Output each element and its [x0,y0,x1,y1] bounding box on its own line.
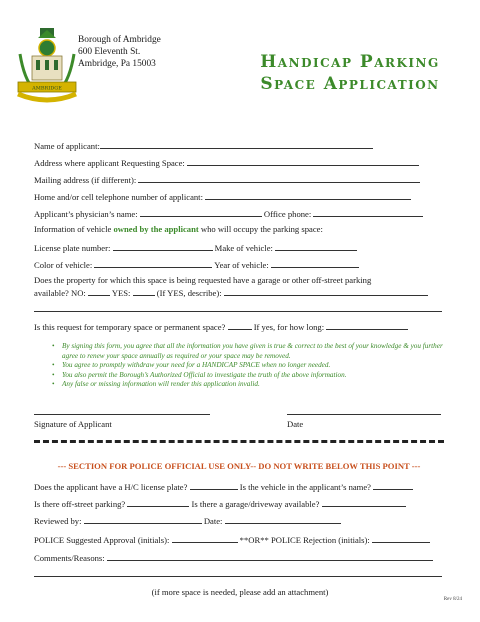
vehicle-name-field[interactable] [373,480,413,490]
how-long-field[interactable] [326,320,408,330]
offstreet-field[interactable] [127,497,189,507]
title-line-1: Handicap Parking [260,52,440,72]
terms-list [52,342,452,390]
year-field[interactable] [271,258,359,268]
yes-label: YES: [111,288,131,298]
available-label: available? [34,288,69,298]
plate-field[interactable] [113,241,213,251]
request-address-label: Address where applicant Requesting Space: [34,158,185,168]
describe-label: (If YES, describe): [156,288,222,298]
make-label: Make of vehicle: [214,243,273,253]
approval-label: POLICE Suggested Approval (initials): [34,535,170,545]
garage-driveway-field[interactable] [322,497,406,507]
office-phone-field[interactable] [313,207,423,217]
plate-make-row [34,241,357,254]
temporary-permanent-label: Is this request for temporary space or permanent space? [34,322,226,332]
vehicle-info-owned: owned by the applicant [113,224,199,234]
applicant-name-field[interactable] [100,139,373,149]
comments-label: Comments/Reasons: [34,553,105,563]
garage-question-line-2 [34,286,428,299]
revision-label: Rev 8/24 [443,597,462,602]
physician-field[interactable] [140,207,262,217]
request-address-row [34,156,419,169]
review-date-label: Date: [203,516,223,526]
no-field[interactable] [88,286,110,296]
borough-address [78,34,161,70]
rejection-label: POLICE Rejection (initials): [270,535,370,545]
police-plate-row [34,480,413,493]
vehicle-info-pre: Information of vehicle [34,224,112,234]
phone-label: Home and/or cell telephone number of applicant: [34,192,203,202]
svg-text:AMBRIDGE: AMBRIDGE [32,85,62,92]
mailing-address-field[interactable] [138,173,420,183]
garage-driveway-label: Is there a garage/driveway available? [191,499,320,509]
applicant-name-row [34,139,373,152]
or-label: **OR** [239,535,269,545]
yes-field[interactable] [133,286,155,296]
form-title [232,51,468,95]
police-decision-row [34,533,430,546]
mailing-address-label: Mailing address (if different): [34,175,137,185]
terms-item: • You also permit the Borough’s Authorized Official to investigate the truth of the above information. [52,370,347,379]
address-line-3: Ambridge, Pa 15003 [78,59,156,69]
hc-plate-label: Does the applicant have a H/C license plate? [34,482,188,492]
reviewed-by-field[interactable] [84,514,202,524]
how-long-label: If yes, for how long: [253,322,325,332]
bullet-icon: • [52,361,55,370]
physician-row [34,207,423,220]
office-phone-label: Office phone: [263,209,312,219]
garage-question-text: Does the property for which this space is being requested have a garage or other off-street parking [34,275,372,285]
date-line[interactable] [287,414,441,415]
year-label: Year of vehicle: [214,260,269,270]
hc-plate-field[interactable] [190,480,238,490]
describe-field[interactable] [224,286,428,296]
offstreet-label: Is there off-street parking? [34,499,126,509]
terms-item: • By signing this form, you agree that all the information you have given is true & correct to the best of your knowledge & you further agree to renew your space annually as required or your space may be removed. [52,342,443,360]
request-address-field[interactable] [187,156,419,166]
comments-continuation-line[interactable] [34,576,442,577]
title-line-2: Space Application [260,74,440,94]
color-label: Color of vehicle: [34,260,93,270]
terms-item: • Any false or missing information will render this application invalid. [52,380,260,389]
bullet-icon: • [52,342,55,350]
approval-field[interactable] [172,533,238,543]
color-field[interactable] [94,258,212,268]
police-reviewed-row [34,514,341,527]
signature-date-label: Date [287,419,304,429]
vehicle-name-label: Is the vehicle in the applicant’s name? [239,482,371,492]
rejection-field[interactable] [372,533,430,543]
cut-divider [34,440,444,443]
terms-item: • You agree to promptly withdraw your need for a HANDICAP SPACE when no longer needed. [52,361,331,370]
no-label: NO: [71,288,86,298]
physician-label: Applicant’s physician’s name: [34,209,138,219]
bullet-icon: • [52,380,55,389]
police-offstreet-row [34,497,406,510]
phone-field[interactable] [205,190,411,200]
reviewed-by-label: Reviewed by: [34,516,82,526]
phone-row [34,190,411,203]
attachment-note: (if more space is needed, please add an attachment) [151,587,329,597]
vehicle-info-row [34,224,323,235]
comments-row [34,551,433,564]
bullet-icon: • [52,370,55,379]
temporary-permanent-row [34,320,408,333]
signature-label: Signature of Applicant [34,419,112,429]
garage-question-line-1 [34,275,371,286]
address-line-2: 600 Eleventh St. [78,47,141,57]
applicant-name-label: Name of applicant: [34,141,100,151]
plate-label: License plate number: [34,243,111,253]
temporary-permanent-field[interactable] [228,320,252,330]
make-field[interactable] [275,241,357,251]
address-line-1: Borough of Ambridge [78,35,161,45]
police-section-heading: --- SECTION FOR POLICE OFFICIAL USE ONLY-- DO NOT WRITE BELOW THIS POINT --- [57,461,421,471]
describe-continuation-line[interactable] [34,311,442,312]
mailing-address-row [34,173,420,186]
signature-line[interactable] [34,414,210,415]
comments-field[interactable] [107,551,433,561]
vehicle-info-post: who will occupy the parking space: [200,224,323,234]
color-year-row [34,258,359,271]
review-date-field[interactable] [225,514,341,524]
borough-seal-logo [14,24,80,120]
